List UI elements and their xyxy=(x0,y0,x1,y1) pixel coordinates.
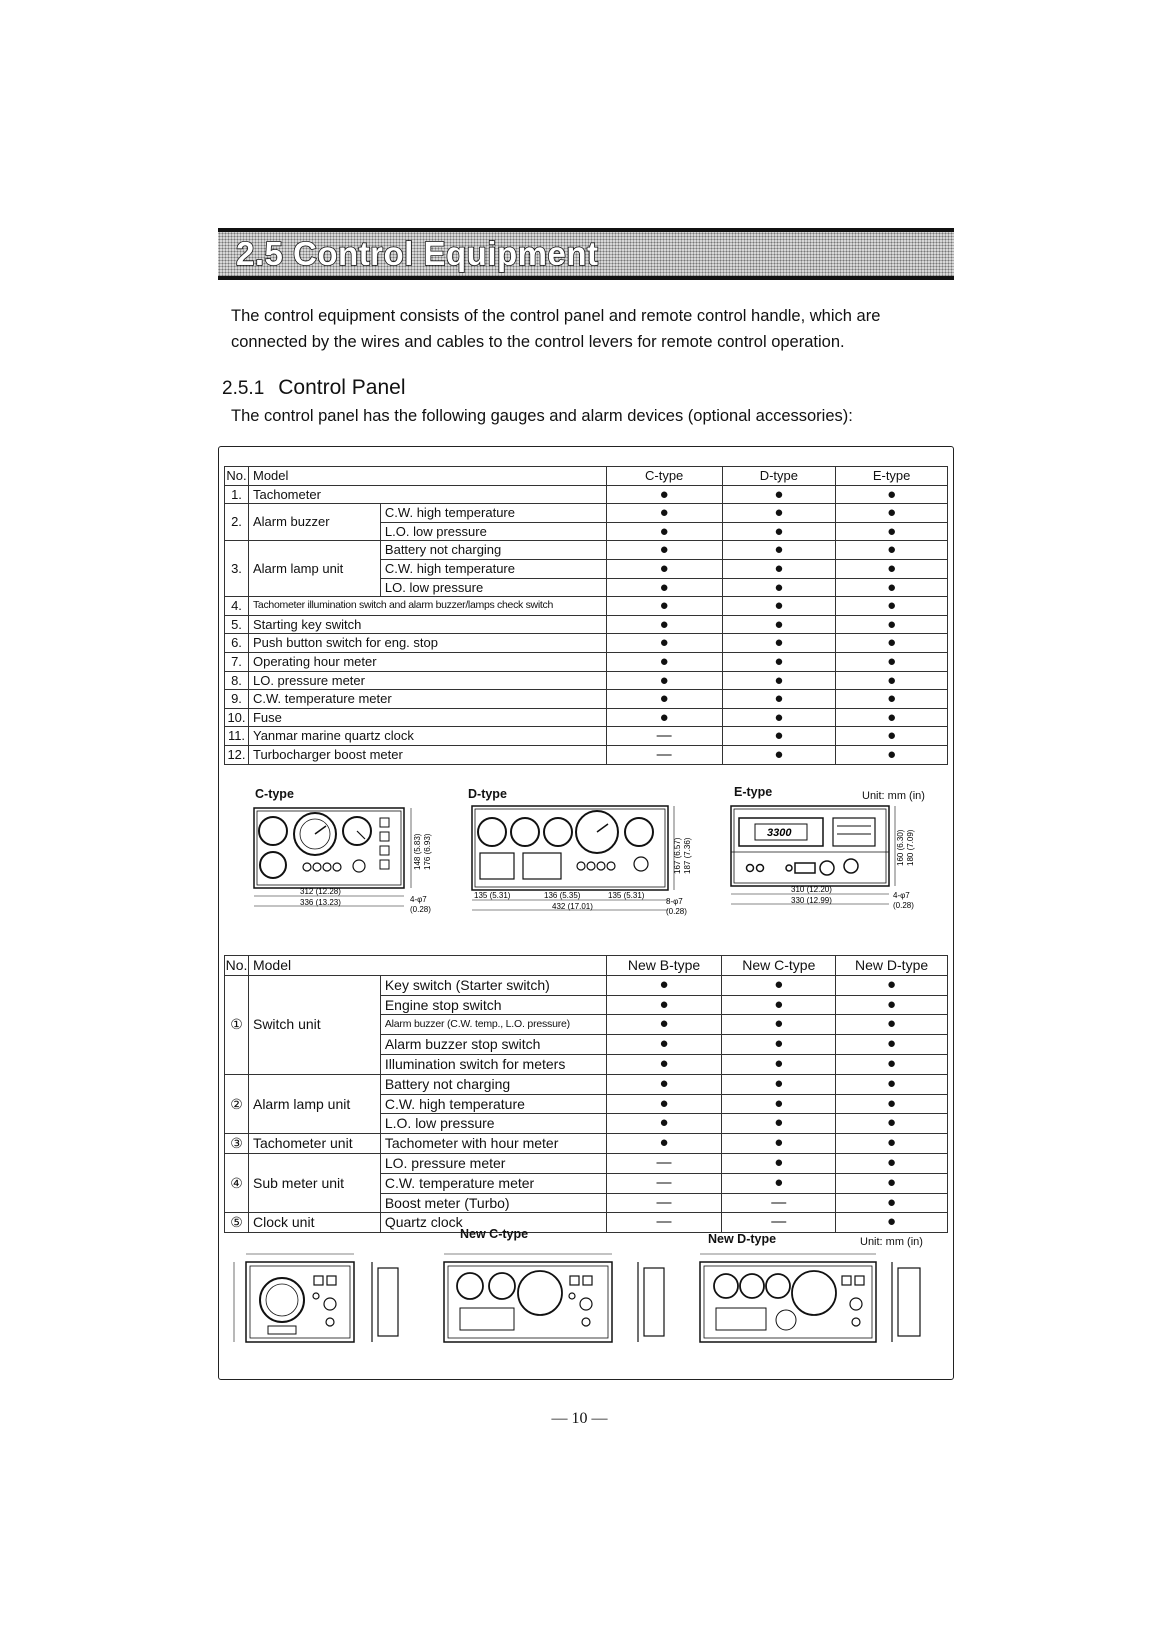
table-row xyxy=(225,485,948,504)
new-c-type-panel-drawing xyxy=(430,1248,674,1360)
row-sub: L.O. low pressure xyxy=(380,1114,606,1134)
mark: ● xyxy=(836,541,948,560)
row-sub: Tachometer with hour meter xyxy=(380,1134,606,1154)
header-no: No. xyxy=(225,956,249,976)
e-type-dim-w1: 310 (12.20) xyxy=(791,885,832,894)
mark: ● xyxy=(606,578,722,597)
mark: ● xyxy=(722,1173,836,1193)
mark: ● xyxy=(722,1153,836,1173)
e-type-panel-drawing xyxy=(727,800,927,918)
remote-panel-table xyxy=(224,955,948,1233)
mark: ● xyxy=(836,652,948,671)
mark: ● xyxy=(836,690,948,709)
mark: ● xyxy=(836,1153,948,1173)
mark: — xyxy=(606,745,722,764)
mark: ● xyxy=(836,745,948,764)
mark: ● xyxy=(836,1134,948,1154)
mark: ● xyxy=(836,559,948,578)
mark: ● xyxy=(606,652,722,671)
mark: ● xyxy=(836,1213,948,1233)
row-sub: C.W. high temperature xyxy=(380,559,606,578)
row-model: Alarm buzzer xyxy=(248,504,380,541)
mark: ● xyxy=(606,541,722,560)
mark: ● xyxy=(606,1094,722,1114)
mark: ● xyxy=(722,975,836,995)
row-sub: Battery not charging xyxy=(380,1074,606,1094)
mark: ● xyxy=(722,615,836,634)
d-type-dim-h2: 187 (7.36) xyxy=(683,837,692,874)
row-no: 10. xyxy=(225,708,249,727)
mark: ● xyxy=(836,708,948,727)
mark: ● xyxy=(722,1114,836,1134)
mark: — xyxy=(722,1213,836,1233)
row-no: ② xyxy=(225,1074,249,1133)
table-header-row xyxy=(225,467,948,486)
mark: ● xyxy=(722,1054,836,1074)
mark: ● xyxy=(722,745,836,764)
mark: — xyxy=(722,1193,836,1213)
row-model: Yanmar marine quartz clock xyxy=(248,727,606,746)
mark: ● xyxy=(722,522,836,541)
mark: — xyxy=(606,1153,722,1173)
row-model: Starting key switch xyxy=(248,615,606,634)
mark: ● xyxy=(836,1015,948,1035)
c-type-dim-holes: 4-φ7 xyxy=(410,895,427,904)
mark: ● xyxy=(606,522,722,541)
row-no: 1. xyxy=(225,485,249,504)
intro-line-1: The control equipment consists of the control panel and remote control handle, which are xyxy=(231,307,881,325)
intro-line-2: connected by the wires and cables to the control levers for remote control operation. xyxy=(231,333,845,351)
mark: — xyxy=(606,727,722,746)
d-type-dim-holes: 8-φ7 xyxy=(666,897,683,906)
row-sub: Illumination switch for meters xyxy=(380,1054,606,1074)
header-model: Model xyxy=(248,956,606,976)
mark: — xyxy=(606,1193,722,1213)
mark: ● xyxy=(722,504,836,523)
e-type-dim-holes-in: (0.28) xyxy=(893,901,914,910)
e-type-clock-display: 3300 xyxy=(767,827,792,839)
row-model: Alarm lamp unit xyxy=(248,541,380,597)
control-panel-table xyxy=(224,466,948,765)
mark: ● xyxy=(722,690,836,709)
row-sub: LO. pressure meter xyxy=(380,1153,606,1173)
table-row xyxy=(225,690,948,709)
mark: ● xyxy=(722,995,836,1015)
mark: ● xyxy=(836,485,948,504)
table-row xyxy=(225,634,948,653)
c-type-dim-height-outer: 176 (6.93) xyxy=(423,833,432,870)
mark: ● xyxy=(606,1074,722,1094)
mark: ● xyxy=(606,559,722,578)
row-no: ④ xyxy=(225,1153,249,1212)
mark: ● xyxy=(836,727,948,746)
mark: ● xyxy=(606,1035,722,1055)
mark: ● xyxy=(606,1015,722,1035)
subsection-heading xyxy=(222,376,406,400)
table-row xyxy=(225,597,948,616)
mark: ● xyxy=(606,485,722,504)
mark: ● xyxy=(606,995,722,1015)
mark: ● xyxy=(606,597,722,616)
d-type-dim-2: 136 (5.35) xyxy=(544,891,581,900)
mark: ● xyxy=(722,541,836,560)
new-d-type-label: New D-type xyxy=(708,1232,777,1246)
mark: ● xyxy=(606,690,722,709)
table-row xyxy=(225,652,948,671)
row-no: 11. xyxy=(225,727,249,746)
subsection-title: Control Panel xyxy=(278,376,406,399)
section-title: 2.5 Control Equipment xyxy=(236,235,599,272)
d-type-dim-total: 432 (17.01) xyxy=(552,902,593,911)
subsection-text: The control panel has the following gauges and alarm devices (optional accessories): xyxy=(231,407,853,425)
c-type-label: C-type xyxy=(255,787,294,801)
table-row xyxy=(225,1134,948,1154)
row-no: 9. xyxy=(225,690,249,709)
new-c-type-label: New C-type xyxy=(460,1227,529,1241)
new-d-type-panel-drawing xyxy=(690,1248,928,1360)
row-model: Alarm lamp unit xyxy=(248,1074,380,1133)
row-sub: Alarm buzzer (C.W. temp., L.O. pressure) xyxy=(380,1015,606,1035)
mark: ● xyxy=(606,1134,722,1154)
unit-label-2: Unit: mm (in) xyxy=(860,1236,923,1248)
d-type-dim-1: 135 (5.31) xyxy=(474,891,511,900)
row-no: 12. xyxy=(225,745,249,764)
row-no: ① xyxy=(225,975,249,1074)
new-b-type-panel-drawing xyxy=(228,1248,408,1360)
mark: ● xyxy=(836,578,948,597)
mark: ● xyxy=(722,1035,836,1055)
table-row xyxy=(225,671,948,690)
e-type-dim-h2: 180 (7.09) xyxy=(906,829,915,866)
row-sub: Engine stop switch xyxy=(380,995,606,1015)
row-model: Tachometer xyxy=(248,485,606,504)
row-no: 8. xyxy=(225,671,249,690)
section-header-band xyxy=(218,228,954,280)
row-model: Turbocharger boost meter xyxy=(248,745,606,764)
mark: ● xyxy=(836,1094,948,1114)
row-sub: C.W. temperature meter xyxy=(380,1173,606,1193)
mark: ● xyxy=(722,708,836,727)
mark: ● xyxy=(606,975,722,995)
e-type-dim-h1: 160 (6.30) xyxy=(896,829,905,866)
row-no: 7. xyxy=(225,652,249,671)
mark: ● xyxy=(722,578,836,597)
mark: ● xyxy=(722,671,836,690)
row-model: LO. pressure meter xyxy=(248,671,606,690)
row-sub: LO. low pressure xyxy=(380,578,606,597)
row-no: ③ xyxy=(225,1134,249,1154)
mark: ● xyxy=(722,634,836,653)
header-new-c-type: New C-type xyxy=(722,956,836,976)
mark: ● xyxy=(606,615,722,634)
mark: ● xyxy=(606,634,722,653)
mark: ● xyxy=(836,615,948,634)
mark: ● xyxy=(606,1114,722,1134)
table-row xyxy=(225,615,948,634)
unit-label-1: Unit: mm (in) xyxy=(862,790,925,802)
row-model: Switch unit xyxy=(248,975,380,1074)
table-row xyxy=(225,1153,948,1173)
row-sub: C.W. high temperature xyxy=(380,504,606,523)
mark: ● xyxy=(722,1015,836,1035)
row-model: Sub meter unit xyxy=(248,1153,380,1212)
row-sub: Key switch (Starter switch) xyxy=(380,975,606,995)
mark: — xyxy=(606,1213,722,1233)
mark: ● xyxy=(606,504,722,523)
mark: ● xyxy=(722,727,836,746)
table-row xyxy=(225,1213,948,1233)
mark: ● xyxy=(722,1094,836,1114)
row-sub: C.W. high temperature xyxy=(380,1094,606,1114)
header-model: Model xyxy=(248,467,606,486)
row-model: Push button switch for eng. stop xyxy=(248,634,606,653)
mark: ● xyxy=(836,1193,948,1213)
row-model: Operating hour meter xyxy=(248,652,606,671)
table-row xyxy=(225,745,948,764)
mark: ● xyxy=(836,975,948,995)
row-model: Tachometer unit xyxy=(248,1134,380,1154)
row-no: 5. xyxy=(225,615,249,634)
mark: ● xyxy=(836,522,948,541)
table-row xyxy=(225,708,948,727)
mark: ● xyxy=(836,1035,948,1055)
mark: ● xyxy=(836,504,948,523)
mark: ● xyxy=(606,671,722,690)
d-type-dim-holes-in: (0.28) xyxy=(666,907,687,916)
mark: ● xyxy=(836,995,948,1015)
mark: ● xyxy=(606,1054,722,1074)
mark: ● xyxy=(722,1134,836,1154)
header-e-type: E-type xyxy=(836,467,948,486)
d-type-label: D-type xyxy=(468,787,507,801)
table-row xyxy=(225,504,948,523)
row-sub: Boost meter (Turbo) xyxy=(380,1193,606,1213)
mark: ● xyxy=(836,1074,948,1094)
header-no: No. xyxy=(225,467,249,486)
header-new-d-type: New D-type xyxy=(836,956,948,976)
mark: ● xyxy=(836,597,948,616)
header-d-type: D-type xyxy=(722,467,836,486)
mark: ● xyxy=(722,597,836,616)
row-sub: Quartz clock xyxy=(380,1213,606,1233)
row-sub: L.O. low pressure xyxy=(380,522,606,541)
header-new-b-type: New B-type xyxy=(606,956,722,976)
e-type-label: E-type xyxy=(734,785,773,799)
mark: ● xyxy=(722,652,836,671)
table-row xyxy=(225,727,948,746)
c-type-dim-width-outer: 336 (13.23) xyxy=(300,898,341,907)
mark: ● xyxy=(836,1114,948,1134)
c-type-dim-holes-in: (0.28) xyxy=(410,905,431,914)
mark: — xyxy=(606,1173,722,1193)
row-sub: Battery not charging xyxy=(380,541,606,560)
row-no: 3. xyxy=(225,541,249,597)
subsection-number: 2.5.1 xyxy=(222,378,265,399)
c-type-dim-width-inner: 312 (12.28) xyxy=(300,887,341,896)
table-row xyxy=(225,541,948,560)
row-no: 4. xyxy=(225,597,249,616)
mark: ● xyxy=(722,559,836,578)
mark: ● xyxy=(836,1054,948,1074)
d-type-dim-h1: 167 (6.57) xyxy=(673,837,682,874)
mark: ● xyxy=(606,708,722,727)
row-sub: Alarm buzzer stop switch xyxy=(380,1035,606,1055)
d-type-dim-3: 135 (5.31) xyxy=(608,891,645,900)
table-header-row xyxy=(225,956,948,976)
c-type-panel-drawing xyxy=(248,804,448,918)
row-model: Clock unit xyxy=(248,1213,380,1233)
d-type-panel-drawing xyxy=(466,800,698,918)
row-model: C.W. temperature meter xyxy=(248,690,606,709)
row-no: 2. xyxy=(225,504,249,541)
c-type-dim-height-inner: 148 (5.83) xyxy=(413,833,422,870)
page-number: — 10 — xyxy=(551,1410,608,1427)
row-model: Tachometer illumination switch and alarm buzzer/lamps check switch xyxy=(248,597,606,616)
mark: ● xyxy=(836,671,948,690)
row-model: Fuse xyxy=(248,708,606,727)
mark: ● xyxy=(836,634,948,653)
e-type-dim-holes: 4-φ7 xyxy=(893,891,910,900)
table-row xyxy=(225,975,948,995)
header-c-type: C-type xyxy=(606,467,722,486)
mark: ● xyxy=(836,1173,948,1193)
mark: ● xyxy=(722,485,836,504)
mark: ● xyxy=(722,1074,836,1094)
row-no: ⑤ xyxy=(225,1213,249,1233)
table-row xyxy=(225,1074,948,1094)
e-type-dim-w2: 330 (12.99) xyxy=(791,896,832,905)
row-no: 6. xyxy=(225,634,249,653)
